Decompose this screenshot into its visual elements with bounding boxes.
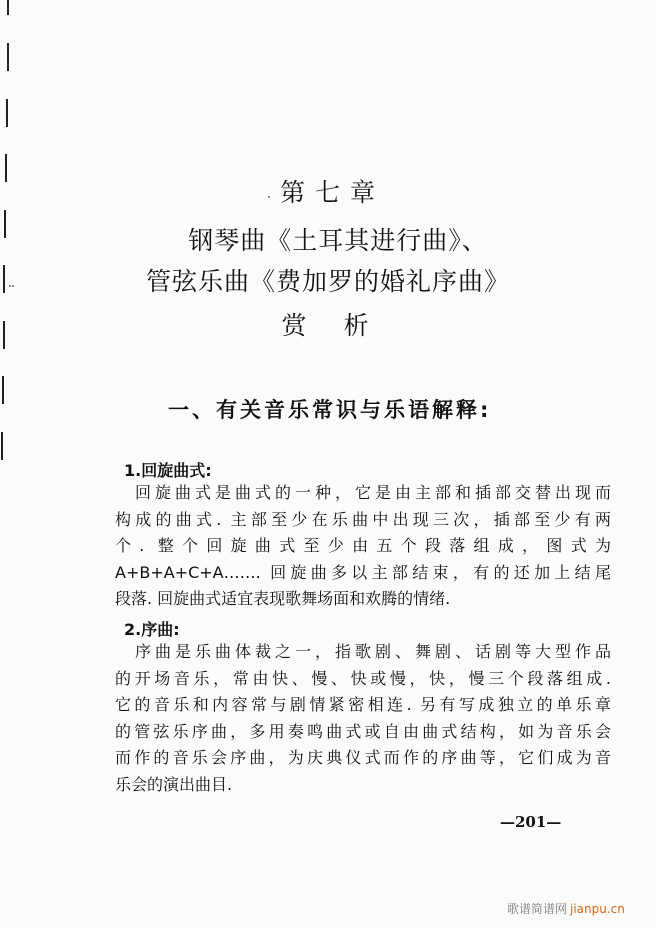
binding-mark [7, 0, 9, 15]
chapter-title-line-1: 钢琴曲《土耳其进行曲》、 [188, 226, 488, 255]
term-definition-overture [115, 639, 611, 798]
paragraph-line: 它的音乐和内容常与剧情紧密相连. 另有写成独立的单乐章 [115, 695, 611, 714]
binding-mark [1, 432, 3, 460]
binding-mark [2, 376, 4, 404]
paragraph-line: 而作的音乐会序曲，为庆典仪式而作的序曲等，它们成为音 [115, 748, 611, 767]
paragraph-line: 乐会的演出曲目. [115, 774, 233, 794]
watermark-chinese: 歌谱简谱网 [507, 902, 568, 916]
page-number: —201— [500, 813, 562, 831]
term-label-overture: 2.序曲: [124, 620, 180, 639]
chapter-number: 第 七 章 [280, 178, 376, 207]
term-definition-rondo [115, 480, 611, 613]
term-label-rondo: 1.回旋曲式: [124, 461, 212, 480]
binding-mark [6, 99, 8, 127]
paragraph-line: 段落. 回旋曲式适宜表现歌舞场面和欢腾的情绪. [115, 589, 451, 608]
binding-mark [5, 154, 7, 182]
paragraph-line: A+B+A+C+A……. 回旋曲多以主部结束，有的还加上结尾 [115, 562, 611, 582]
chapter-title-line-3: 赏 析 [281, 311, 375, 340]
binding-mark [7, 43, 9, 71]
watermark-latin: jianpu.cn [570, 902, 625, 916]
binding-mark [4, 210, 6, 238]
chapter-title-line-2: 管弦乐曲《费加罗的婚礼序曲》 [145, 267, 510, 296]
section-heading: 一、有关音乐常识与乐语解释: [168, 398, 492, 422]
paragraph-line: 序曲是乐曲体裁之一，指歌剧、舞剧、话剧等大型作品 [115, 642, 611, 661]
paragraph-line: 个. 整个回旋曲式至少由五个段落组成，图式为 [115, 536, 611, 555]
watermark [507, 900, 625, 917]
paragraph-line: 的管弦乐序曲，多用奏鸣曲式或自由曲式结构，如为音乐会 [115, 721, 611, 741]
paragraph-line: 的开场音乐，常由快、慢、快或慢，快，慢三个段落组成. [115, 668, 611, 688]
paragraph-line: 回旋曲式是曲式的一种，它是由主部和插部交替出现而 [115, 483, 611, 502]
paragraph-line: 构成的曲式. 主部至少在乐曲中出现三次，插部至少有两 [115, 509, 611, 529]
